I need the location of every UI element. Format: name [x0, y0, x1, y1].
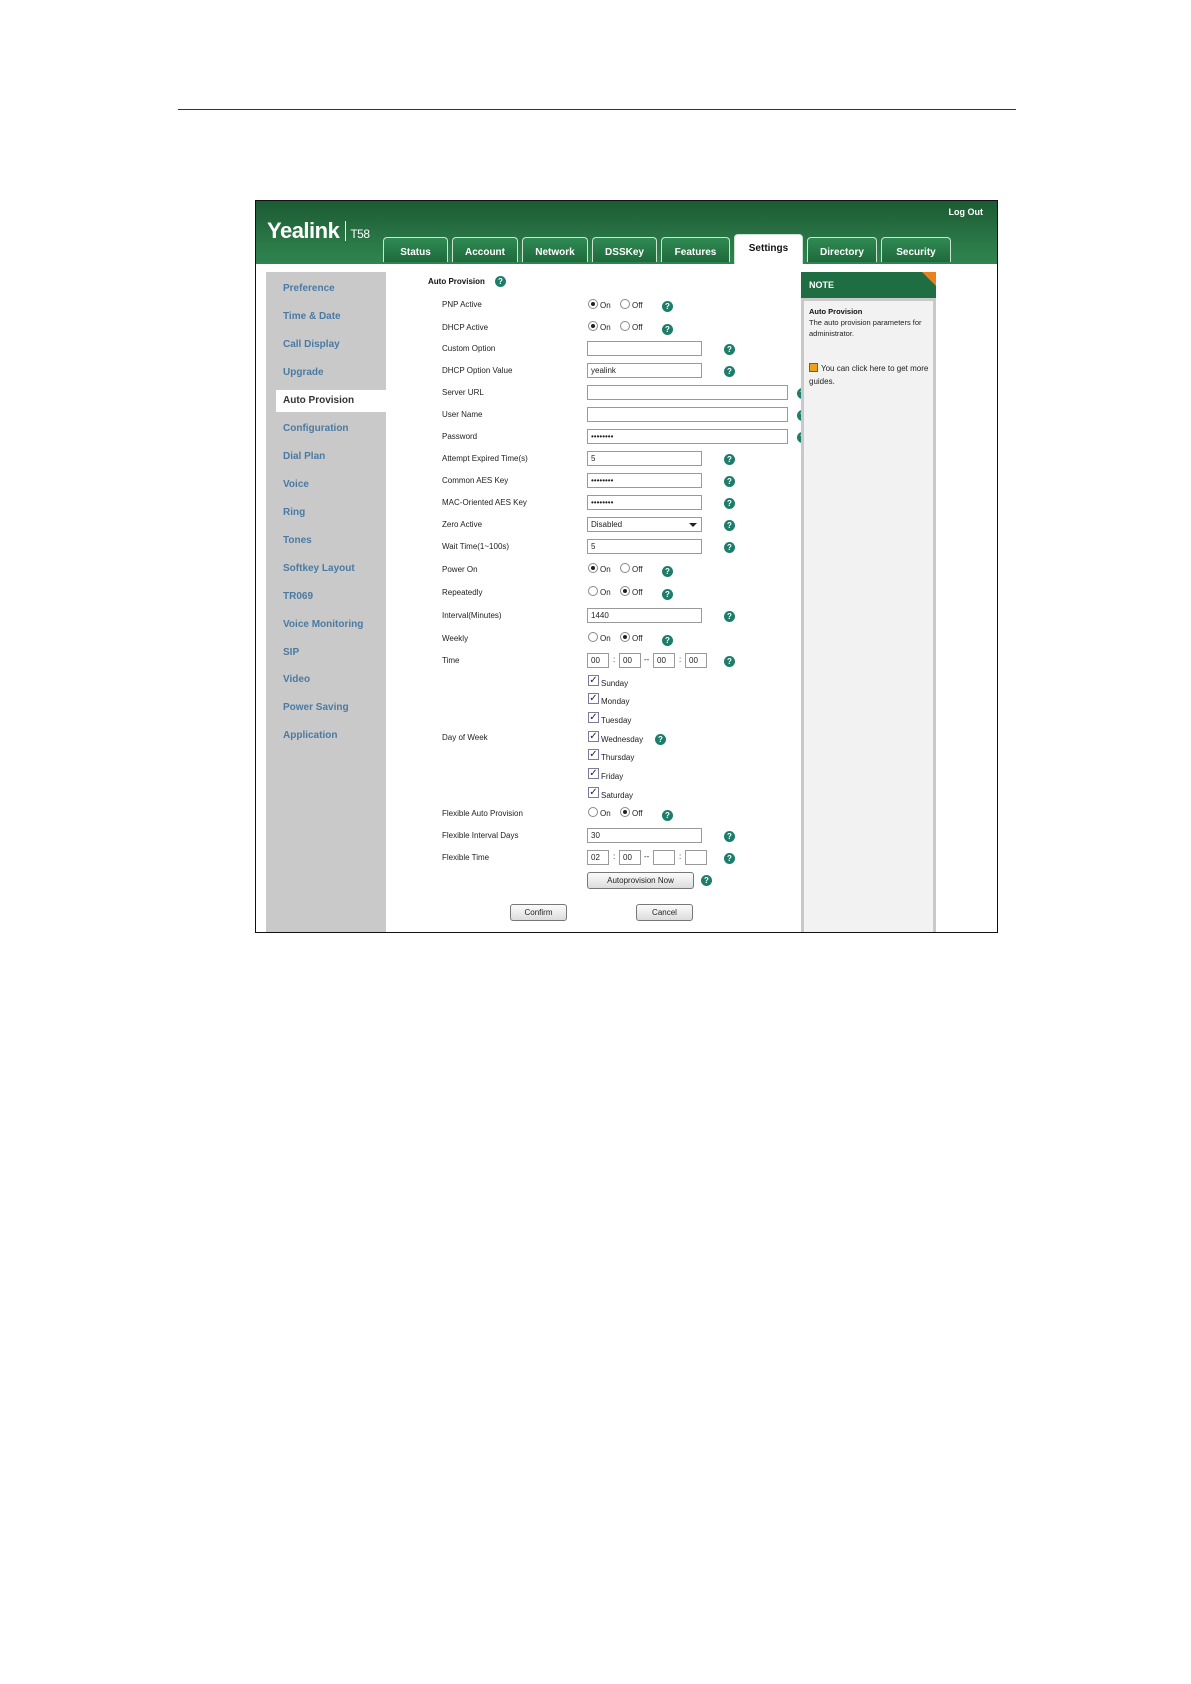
sunday-checkbox[interactable]: ✓ [589, 675, 598, 686]
sidebar-item-time-date[interactable]: Time & Date [283, 311, 341, 322]
sidebar-item-dial-plan[interactable]: Dial Plan [283, 451, 326, 462]
help-icon[interactable]: ? [724, 476, 735, 487]
dhcp-option-value-input[interactable]: yealink [587, 363, 702, 378]
brand-logo [267, 218, 370, 244]
brand-name: Yealink [267, 218, 340, 243]
logo-separator [345, 221, 346, 241]
sidebar-item-power-saving[interactable]: Power Saving [283, 702, 349, 713]
time-end-minute-input[interactable]: 00 [685, 653, 707, 668]
help-icon[interactable]: ? [724, 831, 735, 842]
browser-screenshot-frame [255, 200, 998, 933]
sidebar-item-auto-provision[interactable]: Auto Provision [276, 390, 386, 412]
sidebar-item-upgrade[interactable]: Upgrade [283, 367, 324, 378]
zero-active-select[interactable] [587, 517, 702, 532]
model-name: T58 [350, 227, 370, 241]
sidebar-item-preference[interactable]: Preference [283, 283, 335, 294]
weekly-on-radio[interactable] [588, 632, 598, 642]
tab-features[interactable]: Features [661, 237, 730, 262]
flexible-auto-off-label: Off [632, 809, 643, 818]
custom-option-input[interactable] [587, 341, 702, 356]
help-icon[interactable]: ? [662, 635, 673, 646]
flexible-interval-days-label: Flexible Interval Days [442, 831, 519, 840]
weekly-off-label: Off [632, 634, 643, 643]
help-icon[interactable]: ? [662, 324, 673, 335]
tab-status[interactable]: Status [383, 237, 448, 262]
settings-sidebar [266, 272, 386, 933]
sidebar-item-ring[interactable]: Ring [283, 507, 306, 518]
logout-link[interactable]: Log Out [948, 207, 983, 217]
wednesday-label: Wednesday [601, 735, 644, 744]
page-body [256, 264, 997, 933]
time-dash: -- [644, 852, 650, 861]
tab-account[interactable]: Account [452, 237, 518, 262]
flexible-time-start-hour-input[interactable]: 02 [587, 850, 609, 865]
sidebar-item-voice[interactable]: Voice [283, 479, 309, 490]
flexible-auto-off-radio[interactable] [620, 807, 630, 817]
power-on-off-label: Off [632, 565, 643, 574]
mac-aes-key-label: MAC-Oriented AES Key [442, 498, 527, 507]
pnp-active-on-label: On [600, 301, 611, 310]
note-guide-link[interactable] [809, 362, 931, 388]
note-description: The auto provision parameters for administrator. [809, 318, 922, 338]
password-label: Password [442, 432, 478, 441]
server-url-label: Server URL [442, 388, 484, 397]
flexible-time-label: Flexible Time [442, 853, 490, 862]
help-icon[interactable]: ? [724, 853, 735, 864]
dhcp-active-on-label: On [600, 323, 611, 332]
flexible-auto-on-label: On [600, 809, 611, 818]
sidebar-item-tr069[interactable]: TR069 [283, 591, 314, 602]
sidebar-item-tones[interactable]: Tones [283, 535, 312, 546]
sidebar-item-voice-monitoring[interactable]: Voice Monitoring [283, 619, 364, 630]
tuesday-label: Tuesday [601, 716, 632, 725]
pnp-active-off-radio[interactable] [620, 299, 630, 309]
tab-directory[interactable]: Directory [807, 237, 877, 262]
repeatedly-label: Repeatedly [442, 588, 483, 597]
time-start-hour-input[interactable]: 00 [587, 653, 609, 668]
dhcp-active-off-label: Off [632, 323, 643, 332]
time-colon: : [613, 852, 616, 861]
flexible-auto-provision-label: Flexible Auto Provision [442, 809, 523, 818]
day-of-week-label: Day of Week [442, 733, 488, 742]
wednesday-checkbox[interactable]: ✓ [589, 731, 598, 742]
saturday-checkbox[interactable]: ✓ [589, 787, 598, 798]
tab-settings[interactable]: Settings [734, 234, 803, 264]
pnp-active-label: PNP Active [442, 300, 482, 309]
note-header [801, 272, 936, 298]
time-colon: : [679, 655, 682, 664]
sidebar-item-video[interactable]: Video [283, 674, 311, 685]
note-body [804, 301, 933, 933]
flexible-auto-on-radio[interactable] [588, 807, 598, 817]
user-name-label: User Name [442, 410, 483, 419]
help-icon[interactable]: ? [662, 589, 673, 600]
friday-checkbox[interactable]: ✓ [589, 768, 598, 779]
monday-label: Monday [601, 697, 630, 706]
custom-option-label: Custom Option [442, 344, 496, 353]
common-aes-key-label: Common AES Key [442, 476, 509, 485]
dhcp-active-label: DHCP Active [442, 323, 489, 332]
power-on-off-radio[interactable] [620, 563, 630, 573]
flexible-interval-days-input[interactable]: 30 [587, 828, 702, 843]
note-title: Auto Provision [809, 307, 863, 316]
note-panel [801, 272, 936, 933]
flexible-time-start-minute-input[interactable]: 00 [619, 850, 641, 865]
pnp-active-off-label: Off [632, 301, 643, 310]
zero-active-value: Disabled [591, 520, 623, 529]
chevron-down-icon [689, 523, 697, 527]
help-icon[interactable]: ? [724, 344, 735, 355]
zero-active-label: Zero Active [442, 520, 483, 529]
friday-label: Friday [601, 772, 624, 781]
tab-dsskey[interactable]: DSSKey [592, 237, 657, 262]
repeatedly-on-label: On [600, 588, 611, 597]
time-colon: : [613, 655, 616, 664]
note-header-text: NOTE [809, 280, 835, 290]
help-icon[interactable]: ? [495, 276, 506, 287]
dhcp-active-on-radio[interactable] [588, 321, 598, 331]
wait-time-label: Wait Time(1~100s) [442, 542, 510, 551]
saturday-label: Saturday [601, 791, 634, 800]
tuesday-checkbox[interactable]: ✓ [589, 712, 598, 723]
help-icon[interactable]: ? [724, 498, 735, 509]
repeatedly-on-radio[interactable] [588, 586, 598, 596]
page-top-rule [178, 109, 1016, 110]
help-icon[interactable]: ? [662, 566, 673, 577]
dhcp-active-off-radio[interactable] [620, 321, 630, 331]
help-icon[interactable]: ? [724, 656, 735, 667]
help-icon[interactable]: ? [724, 520, 735, 531]
time-dash: -- [644, 655, 650, 664]
power-on-on-radio[interactable] [588, 563, 598, 573]
time-start-minute-input[interactable]: 00 [619, 653, 641, 668]
help-icon[interactable]: ? [701, 875, 712, 886]
confirm-button[interactable]: Confirm [510, 904, 567, 921]
section-title-text: Auto Provision [428, 277, 485, 286]
flexible-time-end-minute-input[interactable] [685, 850, 707, 865]
weekly-label: Weekly [442, 634, 469, 643]
book-icon [809, 363, 818, 372]
weekly-off-radio[interactable] [620, 632, 630, 642]
thursday-checkbox[interactable]: ✓ [589, 749, 598, 760]
weekly-on-label: On [600, 634, 611, 643]
note-corner-decoration [922, 272, 936, 286]
help-icon[interactable]: ? [662, 301, 673, 312]
header-bar [256, 201, 997, 264]
monday-checkbox[interactable]: ✓ [589, 693, 598, 704]
auto-provision-form [394, 264, 802, 933]
sunday-label: Sunday [601, 679, 629, 688]
interval-label: Interval(Minutes) [442, 611, 502, 620]
dhcp-option-value-label: DHCP Option Value [442, 366, 513, 375]
note-guide-text: You can click here to get more guides. [809, 364, 929, 386]
section-title [428, 277, 485, 286]
time-label: Time [442, 656, 460, 665]
attempt-expired-input[interactable]: 5 [587, 451, 702, 466]
flexible-time-end-hour-input[interactable] [653, 850, 675, 865]
interval-input[interactable]: 1440 [587, 608, 702, 623]
time-colon: : [679, 852, 682, 861]
wait-time-input[interactable]: 5 [587, 539, 702, 554]
password-input[interactable]: •••••••• [587, 429, 788, 444]
power-on-label: Power On [442, 565, 478, 574]
thursday-label: Thursday [601, 753, 635, 762]
sidebar-item-sip[interactable]: SIP [283, 647, 300, 658]
repeatedly-off-label: Off [632, 588, 643, 597]
help-icon[interactable]: ? [662, 810, 673, 821]
help-icon[interactable]: ? [724, 454, 735, 465]
help-icon[interactable]: ? [655, 734, 666, 745]
tab-security[interactable]: Security [881, 237, 951, 262]
help-icon[interactable]: ? [724, 366, 735, 377]
sidebar-item-call-display[interactable]: Call Display [283, 339, 340, 350]
pnp-active-on-radio[interactable] [588, 299, 598, 309]
mac-aes-key-input[interactable]: •••••••• [587, 495, 702, 510]
help-icon[interactable]: ? [724, 542, 735, 553]
tab-network[interactable]: Network [522, 237, 588, 262]
help-icon[interactable]: ? [724, 611, 735, 622]
sidebar-item-application[interactable]: Application [283, 730, 338, 741]
sidebar-item-configuration[interactable]: Configuration [283, 423, 349, 434]
autoprovision-now-button[interactable]: Autoprovision Now [587, 872, 694, 889]
server-url-input[interactable] [587, 385, 788, 400]
repeatedly-off-radio[interactable] [620, 586, 630, 596]
attempt-expired-label: Attempt Expired Time(s) [442, 454, 528, 463]
common-aes-key-input[interactable]: •••••••• [587, 473, 702, 488]
power-on-on-label: On [600, 565, 611, 574]
time-end-hour-input[interactable]: 00 [653, 653, 675, 668]
sidebar-item-softkey-layout[interactable]: Softkey Layout [283, 563, 355, 574]
cancel-button[interactable]: Cancel [636, 904, 693, 921]
user-name-input[interactable] [587, 407, 788, 422]
